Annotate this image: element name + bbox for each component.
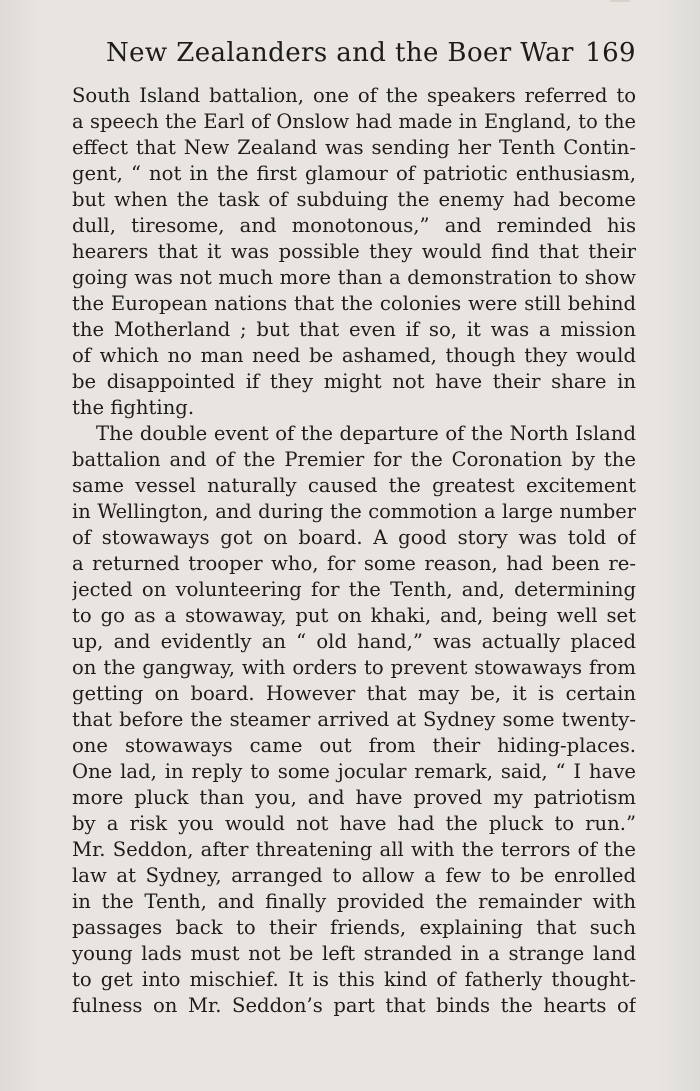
text-line: up, and evidently an “ old hand,” was actually placed: [72, 630, 636, 653]
text-line: One lad, in reply to some jocular remark, said, “ I have: [72, 760, 636, 783]
text-line: but when the task of subduing the enemy had become: [72, 188, 636, 211]
text-line: young lads must not be left stranded in a strange land: [72, 942, 636, 965]
text-line: the European nations that the colonies were still behind: [72, 292, 636, 315]
scan-artifact: [610, 0, 630, 2]
text-line: to go as a stowaway, put on khaki, and, being well set: [72, 604, 636, 627]
text-line: jected on volunteering for the Tenth, and, determining: [72, 578, 636, 601]
text-line: hearers that it was possible they would find that their: [72, 240, 636, 263]
text-line: Mr. Seddon, after threatening all with the terrors of the: [72, 838, 636, 861]
text-line: in the Tenth, and finally provided the remainder with: [72, 890, 636, 913]
text-line: passages back to their friends, explaining that such: [72, 916, 636, 939]
text-line: a returned trooper who, for some reason, had been re-: [72, 552, 636, 575]
text-line: battalion and of the Premier for the Coronation by the: [72, 448, 636, 471]
running-header: [72, 38, 636, 72]
text-line: on the gangway, with orders to prevent stowaways from: [72, 656, 636, 679]
text-line: a speech the Earl of Onslow had made in England, to the: [72, 110, 636, 133]
text-line: gent, “ not in the first glamour of patriotic enthusiasm,: [72, 162, 636, 185]
paragraph-start-line: The double event of the departure of the North Island: [96, 422, 636, 445]
text-line: one stowaways came out from their hiding-places.: [72, 734, 636, 757]
page-number: 169: [585, 38, 636, 68]
text-line: be disappointed if they might not have their share in: [72, 370, 636, 393]
text-line: fulness on Mr. Seddon’s part that binds the hearts of: [72, 994, 636, 1017]
text-line: South Island battalion, one of the speakers referred to: [72, 84, 636, 107]
text-line: the fighting.: [72, 396, 195, 419]
text-line: same vessel naturally caused the greatest excitement: [72, 474, 636, 497]
text-line: of which no man need be ashamed, though they would: [72, 344, 636, 367]
text-line: the Motherland ; but that even if so, it was a mission: [72, 318, 636, 341]
text-line: by a risk you would not have had the pluck to run.”: [72, 812, 636, 835]
text-line: in Wellington, and during the commotion a large number: [72, 500, 636, 523]
text-line: that before the steamer arrived at Sydney some twenty-: [72, 708, 636, 731]
text-line: getting on board. However that may be, it is certain: [72, 682, 636, 705]
text-line: going was not much more than a demonstration to show: [72, 266, 636, 289]
text-line: dull, tiresome, and monotonous,” and reminded his: [72, 214, 636, 237]
text-line: more pluck than you, and have proved my patriotism: [72, 786, 636, 809]
text-line: law at Sydney, arranged to allow a few to be enrolled: [72, 864, 636, 887]
text-line: to get into mischief. It is this kind of fatherly thought-: [72, 968, 636, 991]
text-line: of stowaways got on board. A good story was told of: [72, 526, 636, 549]
body-text: [72, 83, 636, 1019]
running-title: New Zealanders and the Boer War: [106, 38, 574, 68]
text-line: effect that New Zealand was sending her Tenth Contin-: [72, 136, 636, 159]
